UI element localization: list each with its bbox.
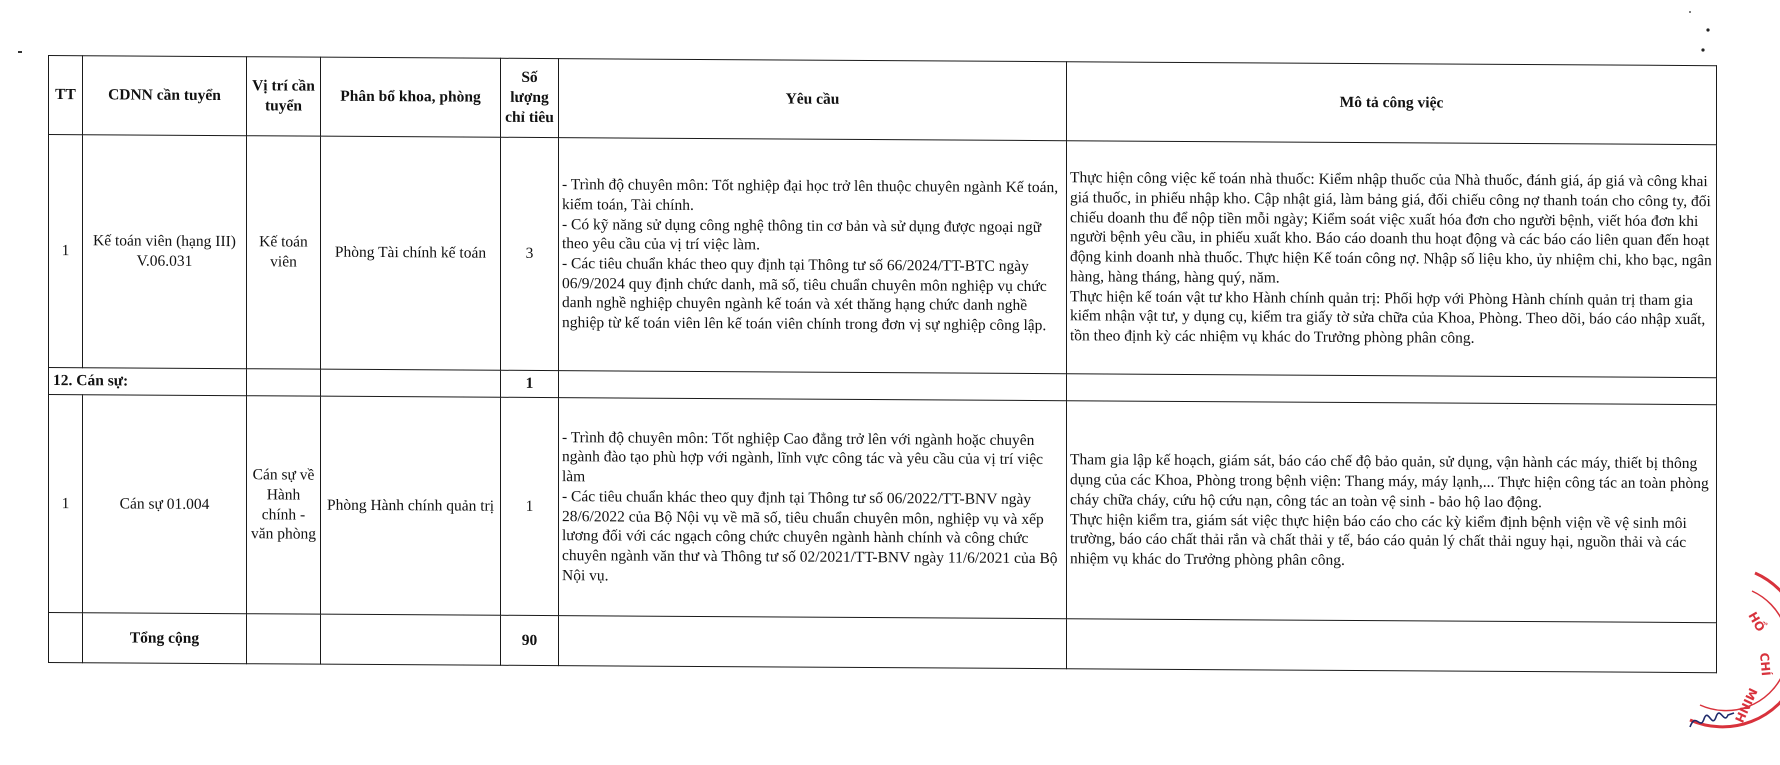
row2-vitri: Cán sự về Hành chính - văn phòng: [247, 396, 321, 614]
header-yeucau: Yêu cầu: [559, 59, 1067, 141]
row1-yeucau-line: - Trình độ chuyên môn: Tốt nghiệp đại học trở lên thuộc chuyên ngành Kế toán, kiểm toán, Tài chính.: [562, 176, 1059, 214]
row2-mota-para: Thực hiện kiểm tra, giám sát việc thực hiện báo cáo cho các kỳ kiểm định bệnh viện về vệ sinh môi trường, báo cáo chất thải rắn và chất thải y tế, báo cáo quản lý chất thải nguy hại, nguồn thải và các nhiệm vụ khác do Trưởng phòng phân công.: [1070, 510, 1687, 569]
row1-soluong: 3: [501, 137, 559, 370]
row1-yeucau-line: - Các tiêu chuẩn khác theo quy định tại Thông tư số 66/2024/TT-BTC ngày 06/9/2024 quy định chức danh, mã số, tiêu chuẩn chuyên môn nghiệp vụ chức danh nghề nghiệp chuyên ngành kế toán và xét thăng hạng chức danh nghề nghiệp từ kế toán viên lên kế toán viên chính trong đơn vị sự nghiệp công lập.: [562, 255, 1047, 335]
row2-yeucau-line: - Các tiêu chuẩn khác theo quy định tại Thông tư số 06/2022/TT-BNV ngày 28/6/2022 của Bộ Nội vụ về mã số, tiêu chuẩn chuyên môn, nghiệp vụ và xếp lương đối với các ngạch công chức chuyên ngành hành chính và công chức chuyên ngành văn thư và Thông tư số 02/2021/TT-BNV ngày 11/6/2021 của Bộ Nội vụ.: [562, 487, 1058, 584]
total-label: Tổng cộng: [83, 613, 247, 664]
section12-label: 12. Cán sự:: [49, 368, 247, 396]
header-phanbo: Phân bổ khoa, phòng: [321, 57, 501, 137]
header-soluong: Số lượng chỉ tiêu: [501, 58, 559, 137]
row1-yeucau-line: - Có kỹ năng sử dụng công nghệ thông tin cơ bản và sử dụng được ngoại ngữ theo yêu cầu của vị trí việc làm.: [562, 215, 1042, 254]
row2-tt: 1: [49, 395, 83, 613]
row1-cdnn: Kế toán viên (hạng III) V.06.031: [83, 135, 247, 369]
scan-speck: [1689, 11, 1691, 13]
header-cdnn: CDNN cần tuyển: [83, 56, 247, 136]
row1-phanbo: Phòng Tài chính kế toán: [321, 136, 501, 370]
signature-stroke: [1690, 713, 1734, 727]
seal-letters: MINH: [1731, 685, 1760, 725]
row1-mota-para: Thực hiện kế toán vật tư kho Hành chính quản trị: Phối hợp với Phòng Hành chính quản trị tham gia kiểm nhận vật tư, y dụng cụ, kiểm tra giấy tờ sửa chữa của Khoa, Phòng. Theo dõi, báo cáo nhập xuất, tồn theo định kỳ các nhiệm vụ khác do Trưởng phòng phân công.: [1070, 287, 1706, 347]
seal-letters: CHÍ: [1757, 652, 1773, 677]
row2-phanbo: Phòng Hành chính quản trị: [321, 396, 501, 615]
seal-ring-outer: [1690, 573, 1780, 727]
scan-speck: [1701, 48, 1704, 51]
row2-mota-para: Tham gia lập kế hoạch, giám sát, báo cáo chế độ bảo quản, sử dụng, vận hành các máy, thiết bị thông dụng của các Khoa, Phòng trong bệnh viện: Thang máy, máy lạnh,... Thực hiện công tác an toàn phòng cháy chữa cháy, cứu hộ cứu nạn, công tác an toàn vệ sinh - bảo hộ lao động.: [1070, 451, 1709, 511]
seal-ring-inner: [1700, 591, 1780, 711]
header-tt: TT: [49, 56, 83, 135]
row1-mota-para: Thực hiện công việc kế toán nhà thuốc: Kiểm nhập thuốc của Nhà thuốc, đánh giá, áp giá và công khai giá thuốc, in phiếu nhập kho. Cập nhật giá, làm bảng giá, đối chiếu công nợ thanh toán cho công ty, đối chiếu doanh thu để nộp tiền mỗi ngày; Kiểm soát việc xuất hóa đơn cho người bệnh, viết hóa đơn khi người bệnh yêu cầu, in phiếu xuất kho. Báo cáo doanh thu hoạt động và các báo cáo liên quan đến hoạt động kinh doanh nhà thuốc. Thực hiện Kế toán công nợ. Nhập số liệu kho, ủy nhiệm chi, kho bạc, ngân hàng, hàng tháng, hàng quý, năm.: [1070, 169, 1712, 287]
row2-cdnn: Cán sự 01.004: [83, 395, 247, 614]
section12-soluong: 1: [501, 370, 559, 397]
scan-speck: [1706, 28, 1709, 31]
row2-soluong: 1: [501, 397, 559, 615]
header-vitri: Vị trí cần tuyển: [247, 57, 321, 136]
total-soluong: 90: [501, 615, 559, 665]
row2-yeucau-line: - Trình độ chuyên môn: Tốt nghiệp Cao đẳng trở lên với ngành hoặc chuyên ngành đào tạo phù hợp với ngành, lĩnh vực công tác và yêu cầu của vị trí việc làm: [562, 428, 1044, 486]
row1-vitri: Kế toán viên: [247, 136, 321, 369]
signature-mark: [1688, 705, 1738, 735]
seal-letters: HỒ: [1745, 609, 1768, 635]
header-mota: Mô tả công việc: [1067, 62, 1717, 145]
row1-tt: 1: [49, 135, 83, 368]
